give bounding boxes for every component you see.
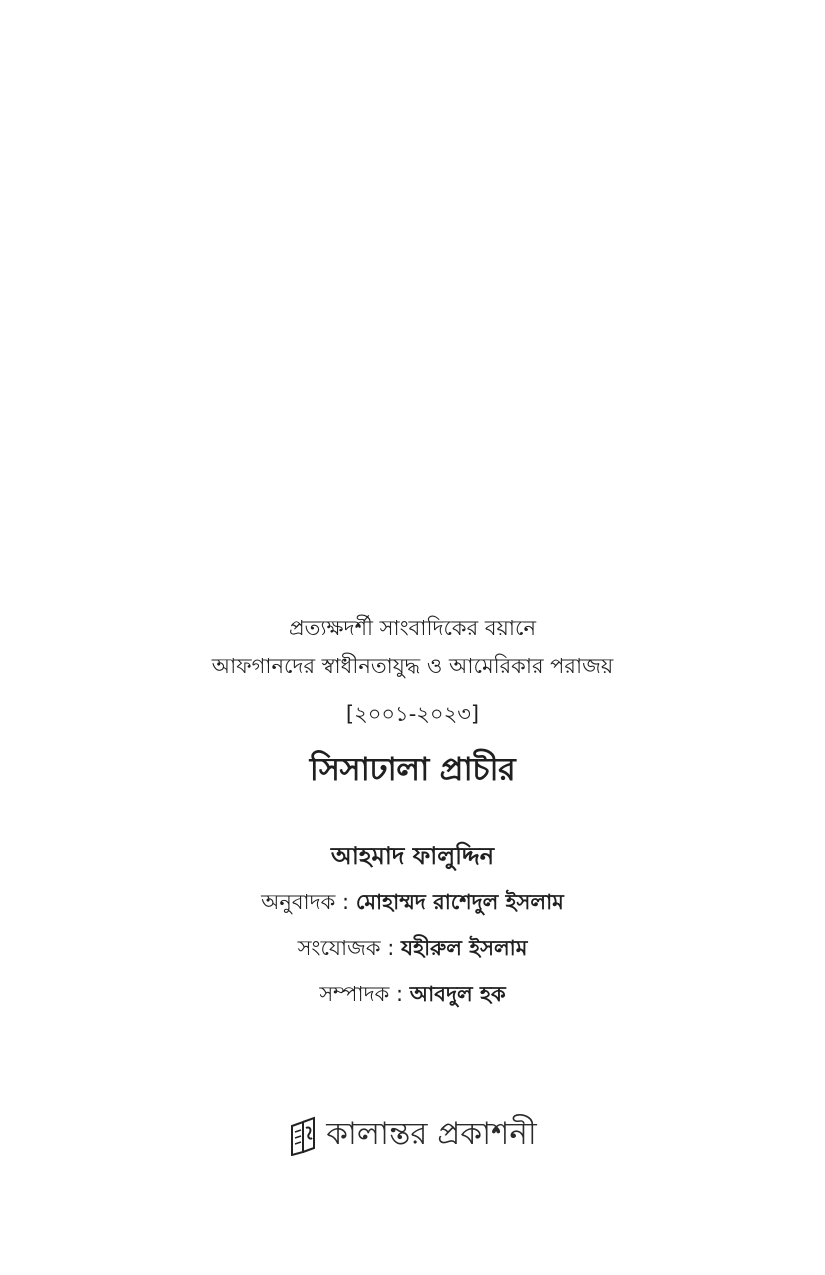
subtitle-line-1: প্রত্যক্ষদর্শী সাংবাদিকের বয়ানে (289, 616, 536, 640)
translator-name: মোহাম্মদ রাশেদুল ইসলাম (355, 890, 564, 914)
compiler-label: সংযোজক : (297, 936, 395, 960)
subtitle-line-2: আফগানদের স্বাধীনতাযুদ্ধ ও আমেরিকার পরাজয় (211, 654, 614, 678)
translator-credit (0, 886, 825, 921)
editor-label: সম্পাদক : (319, 982, 404, 1006)
book-logo-icon (288, 1116, 318, 1156)
author-name: আহমাদ ফালুদ্দিন (330, 842, 495, 870)
editor-name: আবদুল হক (409, 982, 506, 1006)
compiler-name: যহীরুল ইসলাম (401, 936, 528, 960)
publisher-name: কালান্তর প্রকাশনী (326, 1116, 537, 1152)
book-title: সিসাঢালা প্রাচীর (309, 750, 516, 788)
translator-label: অনুবাদক : (261, 890, 350, 914)
year-range: [২০০১-২০২৩] (345, 702, 480, 726)
publisher-block (0, 1110, 825, 1162)
compiler-credit (0, 932, 825, 967)
editor-credit (0, 978, 825, 1013)
